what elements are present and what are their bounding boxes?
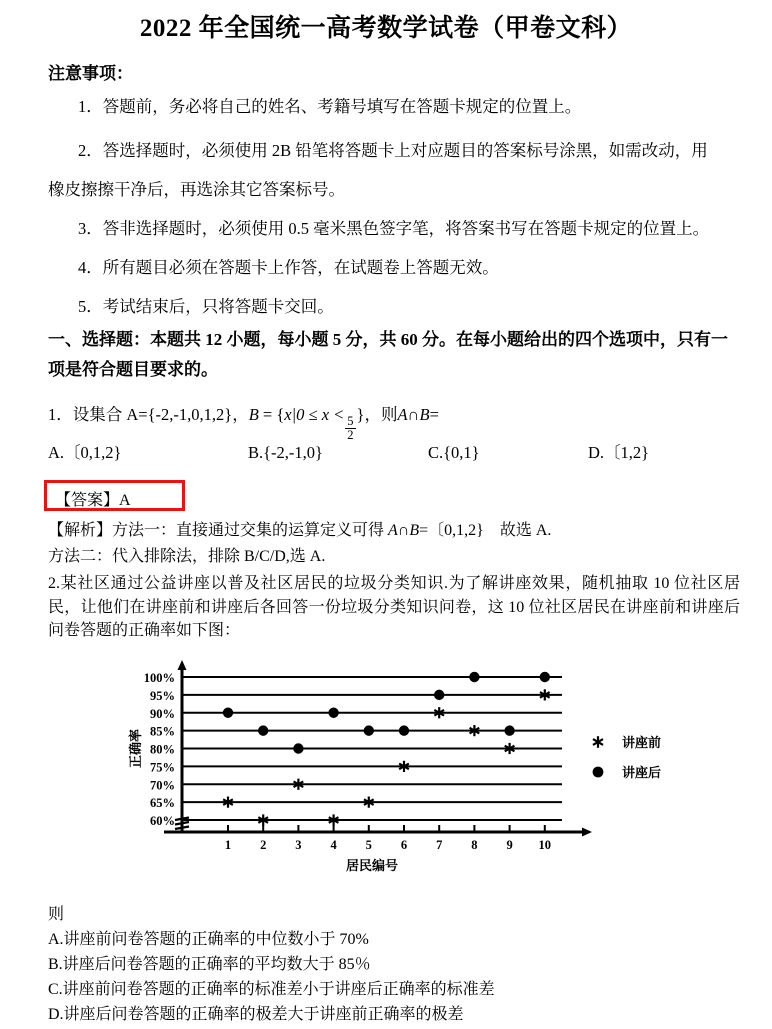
page-title: 2022 年全国统一高考数学试卷（甲卷文科）: [139, 15, 633, 42]
chart-svg: [110, 660, 720, 890]
q1-option-d[interactable]: D.〔1,2}: [588, 443, 650, 462]
notice-label: 注意事项：: [48, 64, 133, 83]
y-axis-title: 正确率: [128, 728, 143, 769]
x-axis-arrow: [582, 828, 592, 837]
notice-item-5: 5．考试结束后，只将答题卡交回。: [78, 297, 334, 316]
notice-item-4: 4．所有题目必须在答题卡上作答，在试题卷上答题无效。: [78, 258, 499, 277]
y-axis-tick-label: 80%: [150, 742, 175, 757]
x-axis-tick-label: 6: [400, 838, 408, 852]
q2-option-c[interactable]: C.讲座前问卷答题的正确率的标准差小于讲座后正确率的标准差: [48, 981, 495, 998]
answer-label: 【答案】A: [55, 492, 131, 509]
y-axis-tick-label: 65%: [150, 796, 175, 811]
x-axis-tick-label: 1: [224, 838, 232, 852]
q1-comma: ，: [232, 405, 249, 424]
q2-option-b[interactable]: B.讲座后问卷答题的正确率的平均数大于 85％: [48, 956, 371, 973]
axis-break-stroke: [175, 822, 189, 825]
analysis-prefix: 【解析】方法一：直接通过交集的运算定义可得: [48, 522, 389, 539]
marker-dot: [258, 725, 268, 735]
q1-frac-numerator: 5: [347, 414, 354, 429]
x-axis-tick-label: 8: [471, 838, 478, 852]
marker-dot: [504, 725, 514, 735]
accuracy-scatter-chart: [110, 660, 720, 890]
q2-option-d[interactable]: D.讲座后问卷答题的正确率的极差大于讲座前正确率的极差: [48, 1006, 464, 1023]
notice-item-2-cont: 橡皮擦擦干净后，再选涂其它答案标号。: [48, 180, 345, 199]
marker-dot: [223, 708, 233, 718]
marker-dot: [328, 708, 338, 718]
q1-option-a[interactable]: A.〔0,1,2}: [48, 443, 122, 462]
y-axis-tick-label: 95%: [150, 688, 175, 703]
chart-root: [128, 660, 661, 873]
q1-var-a2: A: [397, 405, 408, 424]
q1-eq2: =: [429, 405, 439, 424]
y-axis-tick-label: 75%: [150, 760, 175, 775]
marker-dot: [399, 725, 409, 735]
x-axis-tick-label: 2: [260, 838, 267, 852]
q1-then: ，则: [364, 405, 398, 424]
x-axis-tick-label: 7: [436, 838, 443, 852]
analysis-math-cap: ∩: [397, 522, 410, 539]
analysis-math-b: B: [409, 522, 420, 539]
x-axis-tick-label: 3: [295, 838, 302, 852]
legend-label: 讲座后: [622, 765, 662, 780]
marker-dot: [469, 672, 479, 682]
q1-stem-part1: 设集合 A=: [72, 405, 148, 424]
notice-item-1: 1．答题前，务必将自己的姓名、考籍号填写在答题卡规定的位置上。: [78, 97, 582, 116]
analysis-line-2: 方法二：代入排除法，排除 B/C/D,选 A.: [48, 548, 326, 565]
q1-set-b-close: }: [356, 405, 365, 424]
q1-eq: =: [258, 405, 277, 424]
question-1-stem: [48, 403, 439, 442]
y-axis-tick-label: 85%: [150, 724, 175, 739]
analysis-math-eq: =: [419, 522, 429, 539]
analysis-suffix: 故选 A.: [483, 522, 552, 539]
x-axis-tick-label: 10: [538, 838, 552, 852]
y-axis-tick-label: 70%: [150, 778, 175, 793]
q1-var-b: B: [248, 405, 259, 424]
q1-fraction: [345, 415, 355, 442]
y-axis-tick-label: 90%: [150, 706, 175, 721]
y-axis-tick-label: 100%: [143, 671, 175, 685]
q1-frac-denominator: 2: [347, 428, 354, 442]
answer-highlight-box: [44, 480, 185, 511]
series-before: [223, 689, 549, 825]
marker-dot: [293, 743, 303, 753]
q1-set-b-cond: x|0 ≤ x <: [284, 405, 345, 424]
q1-set-a: {-2,-1,0,1,2}: [147, 405, 233, 424]
notice-item-2: 2．答选择题时，必须使用 2B 铅笔将答题卡上对应题目的答案标号涂黑，如需改动，用: [78, 141, 708, 160]
q1-cap: ∩: [407, 405, 420, 424]
q1-option-c[interactable]: C.{0,1}: [428, 443, 480, 462]
analysis-math-a: A: [388, 522, 398, 539]
question-1-options: [48, 441, 748, 465]
q1-number: 1．: [48, 405, 73, 424]
marker-dot: [593, 767, 604, 778]
marker-dot: [540, 672, 550, 682]
q2-option-a[interactable]: A.讲座前问卷答题的正确率的中位数小于 70%: [48, 931, 369, 948]
legend-label: 讲座前: [622, 735, 662, 750]
x-axis-tick-label: 5: [365, 838, 372, 852]
marker-dot: [364, 725, 374, 735]
notice-item-3: 3．答非选择题时，必须使用 0.5 毫米黑色签字笔，将答案书写在答题卡规定的位置上。: [78, 219, 710, 238]
q1-set-b-open: {: [276, 405, 285, 424]
analysis-line-1: [48, 519, 551, 542]
x-axis-title: 居民编号: [345, 858, 399, 873]
section-heading: 一、选择题：本题共 12 小题，每小题 5 分，共 60 分。在每小题给出的四个选项中，只有一项是符合题目要求的。: [48, 330, 728, 379]
marker-dot: [434, 690, 444, 700]
x-axis-tick-label: 9: [506, 838, 513, 852]
y-axis-arrow: [178, 660, 187, 670]
analysis-set: 〔0,1,2}: [428, 522, 484, 539]
y-axis-tick-label: 60%: [150, 814, 175, 828]
x-axis-tick-label: 4: [330, 838, 337, 852]
question-2-stem: 2.某社区通过公益讲座以普及社区居民的垃圾分类知识.为了解讲座效果，随机抽取 10 位社区居民，让他们在讲座前和讲座后各回答一份垃圾分类知识问卷，这 10 位社区居民在讲座前和讲座后问卷答题的正确率如下图：: [48, 575, 740, 640]
axis-break-stroke: [175, 827, 189, 830]
q1-var-b2: B: [419, 405, 430, 424]
marker-star: [593, 736, 603, 748]
then-label: 则: [48, 906, 65, 923]
q1-option-b[interactable]: B.{-2,-1,0}: [248, 443, 323, 462]
